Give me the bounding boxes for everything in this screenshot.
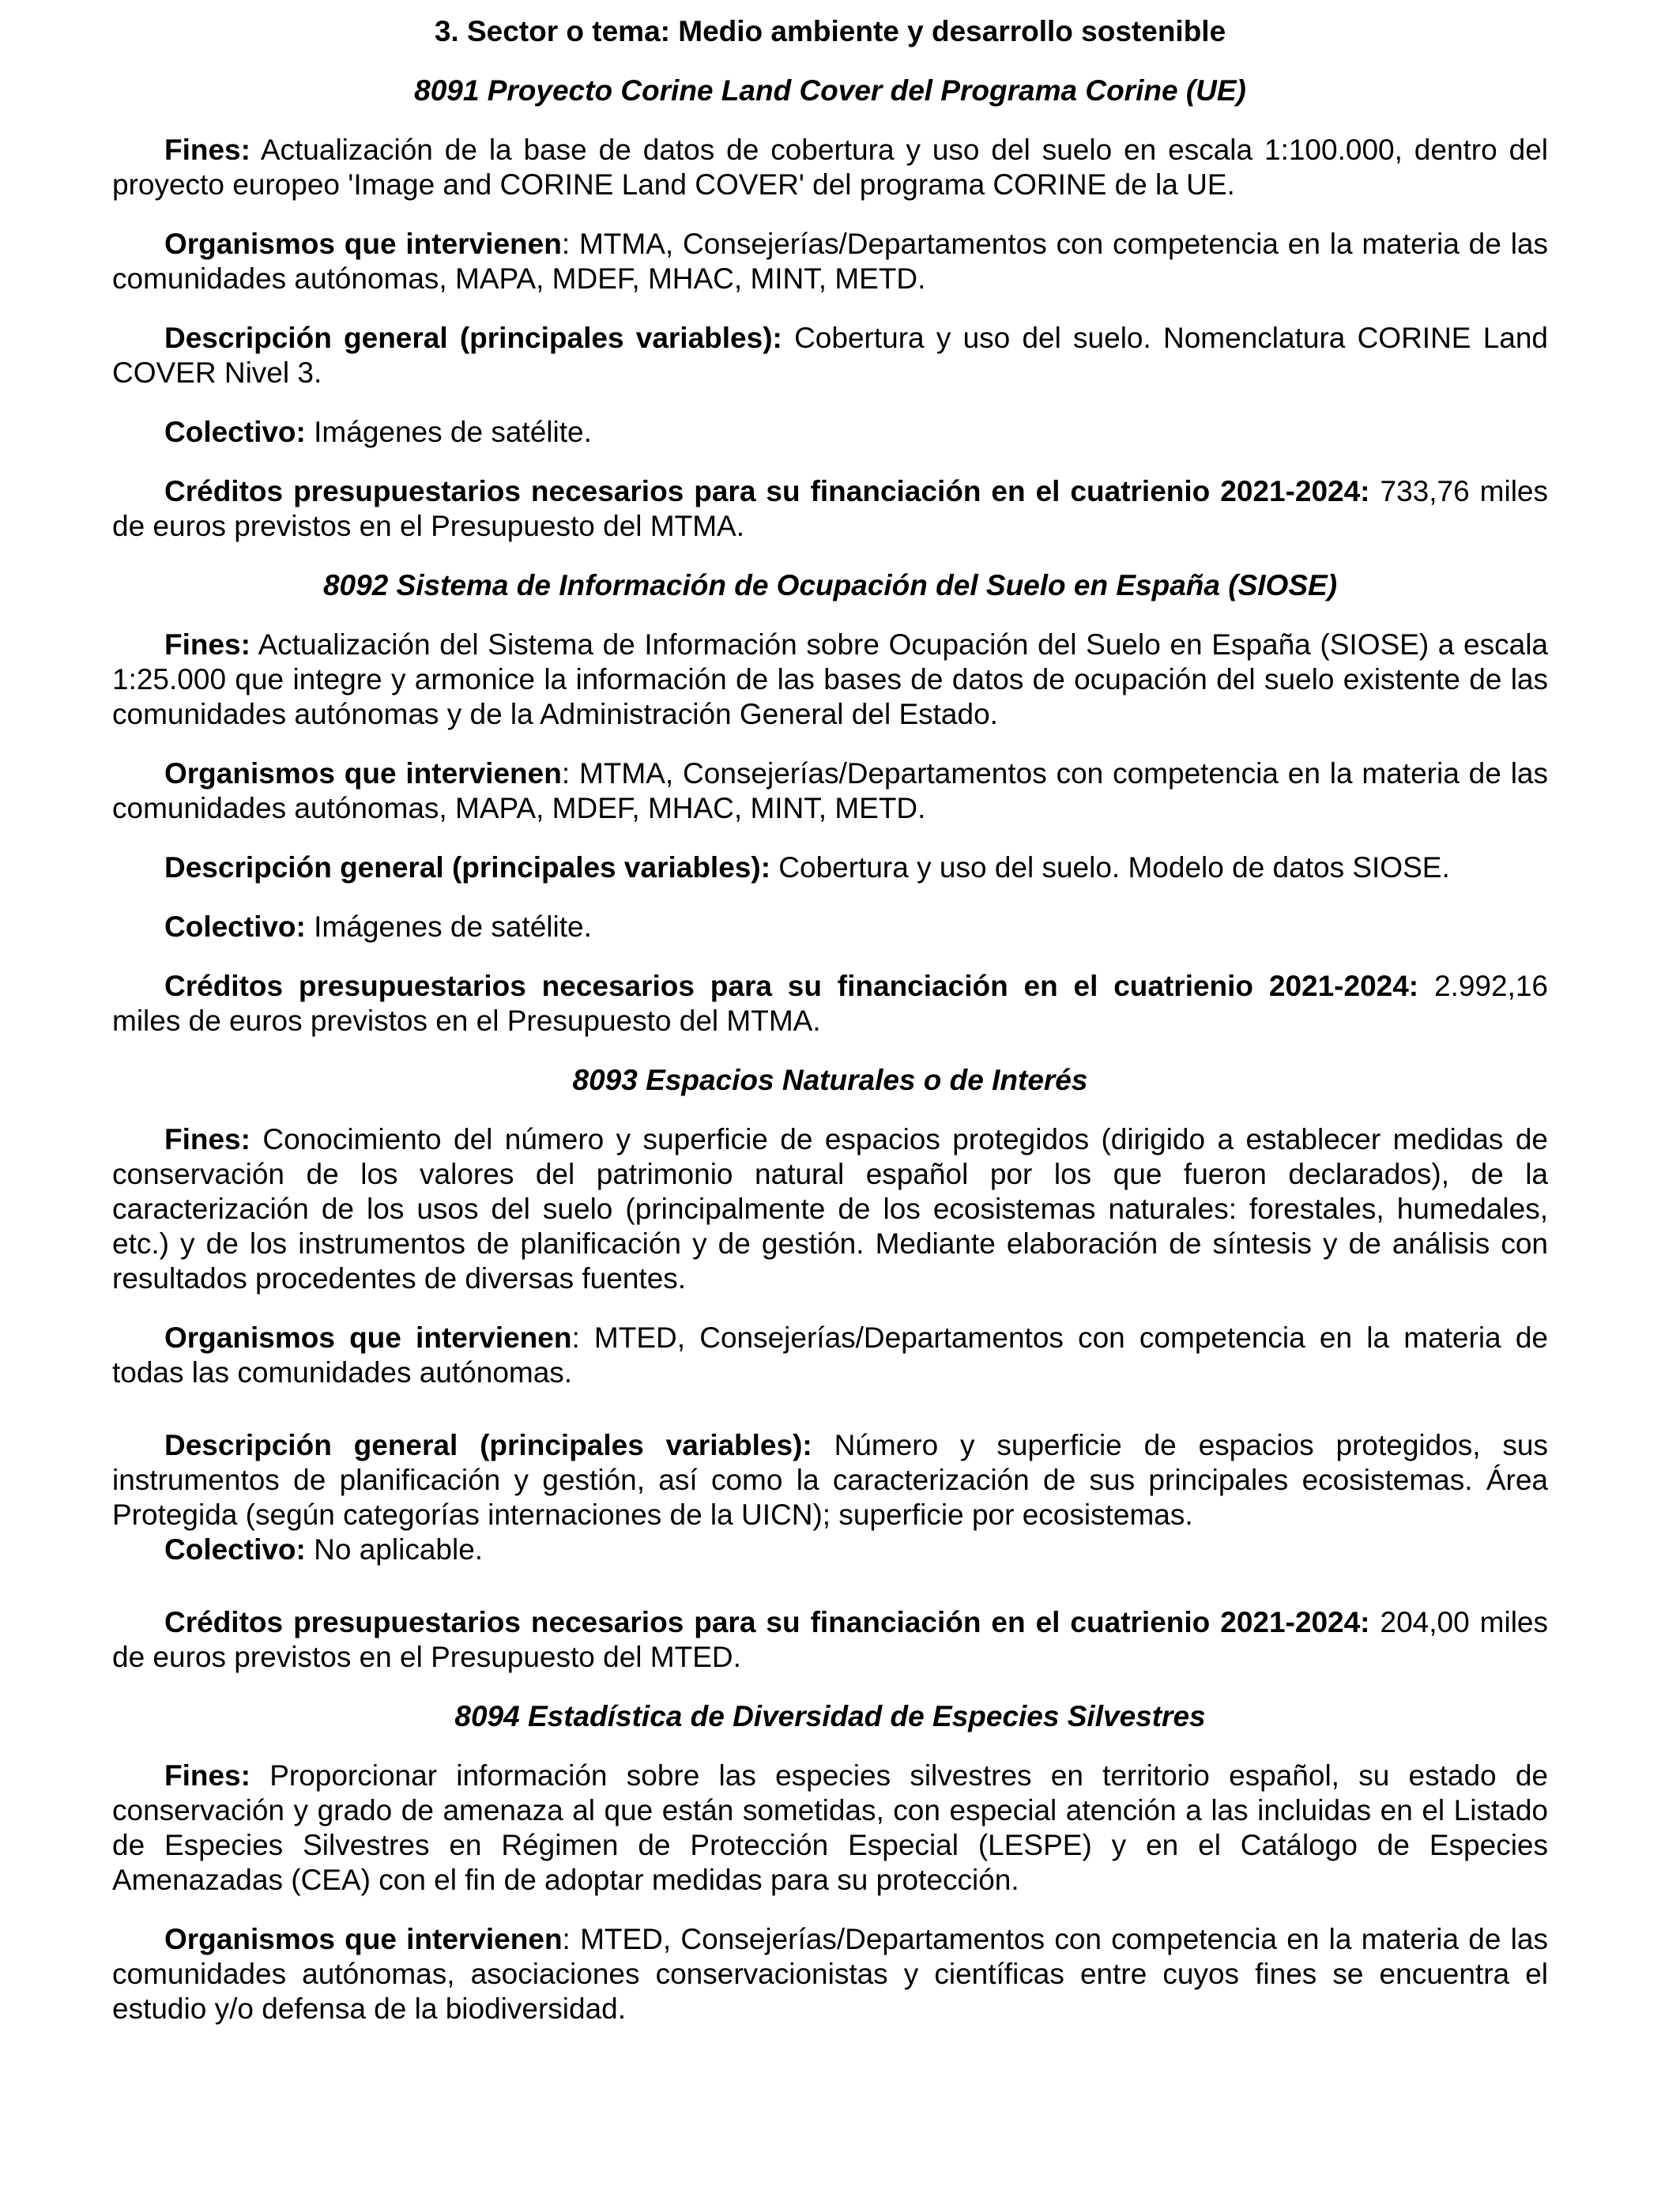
fines-paragraph	[112, 133, 1548, 202]
fines-text: Actualización del Sistema de Información sobre Ocupación del Suelo en España (SIOSE) a escala 1:25.000 que integre y armonice la información de las bases de datos de ocupación del suelo existente de las comunidades autónomas y de la Administración General del Estado.	[112, 628, 1548, 730]
organismos-paragraph	[112, 1922, 1548, 2026]
descripcion-label: Descripción general (principales variables):	[164, 1429, 812, 1461]
creditos-paragraph	[112, 969, 1548, 1039]
colectivo-label: Colectivo:	[164, 416, 306, 448]
section-title: 3. Sector o tema: Medio ambiente y desarrollo sostenible	[434, 15, 1226, 47]
descripcion-text: Cobertura y uso del suelo. Nomenclatura CORINE Land COVER Nivel 3.	[112, 322, 1548, 389]
colectivo-label: Colectivo:	[164, 910, 306, 943]
program-8093	[112, 1063, 1548, 1675]
colectivo-text: Imágenes de satélite.	[305, 910, 592, 943]
program-8092	[112, 568, 1548, 1039]
creditos-text: 204,00 miles de euros previstos en el Presupuesto del MTED.	[112, 1606, 1548, 1673]
fines-paragraph	[112, 1759, 1548, 1898]
organismos-paragraph	[112, 227, 1548, 296]
fines-label: Fines:	[164, 134, 250, 166]
colectivo-text: No aplicable.	[305, 1533, 484, 1566]
creditos-text: 733,76 miles de euros previstos en el Presupuesto del MTMA.	[112, 475, 1548, 542]
colectivo-paragraph	[112, 1532, 1548, 1567]
organismos-label: Organismos que intervienen	[164, 1321, 572, 1354]
fines-label: Fines:	[164, 628, 250, 661]
creditos-text: 2.992,16 miles de euros previstos en el Presupuesto del MTMA.	[112, 970, 1549, 1037]
fines-paragraph	[112, 1122, 1548, 1296]
organismos-text: : MTED, Consejerías/Departamentos con competencia en la materia de todas las comunidades autónomas.	[112, 1321, 1548, 1389]
program-8091	[112, 74, 1548, 544]
program-title: 8094 Estadística de Diversidad de Especies Silvestres	[454, 1700, 1206, 1732]
organismos-paragraph	[112, 1321, 1548, 1390]
creditos-label: Créditos presupuestarios necesarios para su financiación en el cuatrienio 2021-2024:	[164, 475, 1370, 507]
creditos-paragraph	[112, 474, 1548, 544]
descripcion-label: Descripción general (principales variables):	[164, 322, 782, 354]
fines-text: Conocimiento del número y superficie de espacios protegidos (dirigido a establecer medidas de conservación de los valores del patrimonio natural español por los que fueron declarados), de la caracterización de los usos del suelo (principalmente de los ecosistemas naturales: forestales, humedales, etc.) y de los instrumentos de planificación y de gestión. Mediante elaboración de síntesis y de análisis con resultados procedentes de diversas fuentes.	[112, 1123, 1548, 1295]
fines-label: Fines:	[164, 1759, 250, 1792]
organismos-text: : MTED, Consejerías/Departamentos con competencia en la materia de las comunidades autónomas, asociaciones conservacionistas y científicas entre cuyos fines se encuentra el estudio y/o defensa de la biodiversidad.	[112, 1923, 1548, 2025]
creditos-label: Créditos presupuestarios necesarios para su financiación en el cuatrienio 2021-2024:	[164, 970, 1419, 1002]
colectivo-label: Colectivo:	[164, 1533, 306, 1566]
descripcion-text: Cobertura y uso del suelo. Modelo de datos SIOSE.	[770, 851, 1450, 884]
descripcion-text: Número y superficie de espacios protegidos, sus instrumentos de planificación y gestión, así como la caracterización de sus principales ecosistemas. Área Protegida (según categorías internaciones de la UICN); superficie por ecosistemas.	[112, 1429, 1548, 1531]
organismos-label: Organismos que intervienen	[164, 757, 562, 790]
program-title: 8091 Proyecto Corine Land Cover del Programa Corine (UE)	[414, 74, 1246, 107]
program-title: 8093 Espacios Naturales o de Interés	[572, 1064, 1088, 1096]
fines-text: Actualización de la base de datos de cobertura y uso del suelo en escala 1:100.000, dentro del proyecto europeo 'Image and CORINE Land COVER' del programa CORINE de la UE.	[112, 134, 1548, 201]
organismos-text: : MTMA, Consejerías/Departamentos con competencia en la materia de las comunidades autónomas, MAPA, MDEF, MHAC, MINT, METD.	[112, 757, 1548, 824]
organismos-text: : MTMA, Consejerías/Departamentos con competencia en la materia de las comunidades autónomas, MAPA, MDEF, MHAC, MINT, METD.	[112, 228, 1548, 295]
organismos-label: Organismos que intervienen	[164, 1923, 563, 1955]
fines-text: Proporcionar información sobre las especies silvestres en territorio español, su estado de conservación y grado de amenaza al que están sometidas, con especial atención a las incluidas en el Listado de Especies Silvestres en Régimen de Protección Especial (LESPE) y en el Catálogo de Especies Amenazadas (CEA) con el fin de adoptar medidas para su protección.	[112, 1759, 1548, 1896]
fines-label: Fines:	[164, 1123, 250, 1155]
descripcion-label: Descripción general (principales variables):	[164, 851, 771, 884]
colectivo-paragraph	[112, 415, 1548, 450]
colectivo-paragraph	[112, 910, 1548, 944]
descripcion-paragraph	[112, 850, 1548, 885]
creditos-label: Créditos presupuestarios necesarios para su financiación en el cuatrienio 2021-2024:	[164, 1606, 1370, 1638]
program-title: 8092 Sistema de Información de Ocupación del Suelo en España (SIOSE)	[322, 569, 1338, 601]
descripcion-paragraph	[112, 1428, 1548, 1532]
organismos-label: Organismos que intervienen	[164, 228, 562, 260]
fines-paragraph	[112, 628, 1548, 732]
colectivo-text: Imágenes de satélite.	[305, 416, 592, 448]
program-8094	[112, 1699, 1548, 2026]
descripcion-paragraph	[112, 321, 1548, 390]
creditos-paragraph	[112, 1605, 1548, 1675]
organismos-paragraph	[112, 756, 1548, 826]
